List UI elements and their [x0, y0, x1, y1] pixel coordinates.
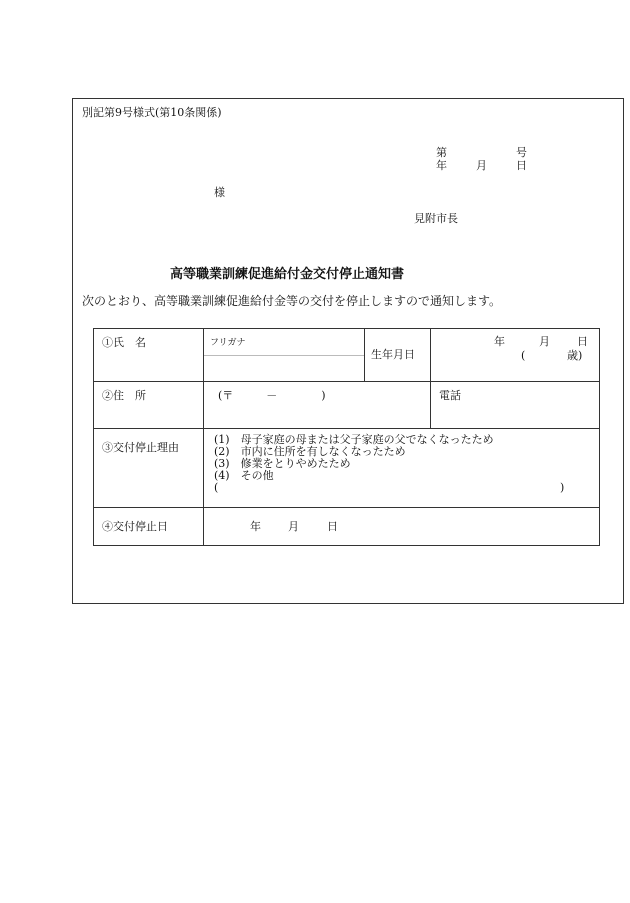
stop-year: 年 [250, 520, 261, 533]
name-row [94, 329, 600, 382]
age-close: 歳) [567, 349, 583, 362]
stop-date-field [204, 508, 600, 546]
intro-sentence: 次のとおり、高等職業訓練促進給付金等の交付を停止しますので通知します。 [82, 294, 502, 308]
form-reference: 別記第9号様式(第10条関係) [82, 106, 222, 119]
stop-date-label: ④交付停止日 [94, 508, 204, 546]
name-label: ①氏 名 [94, 329, 204, 382]
issue-year: 年 [436, 159, 447, 172]
recipient-honorific: 様 [214, 186, 225, 199]
name-field [204, 329, 365, 382]
notice-form-frame [72, 98, 624, 604]
address-label: ②住 所 [94, 382, 204, 429]
stop-month: 月 [288, 520, 299, 533]
notice-table [93, 328, 600, 546]
document-title: 高等職業訓練促進給付金交付停止通知書 [170, 267, 405, 282]
birth-year: 年 [494, 335, 505, 348]
reason-row [94, 429, 600, 508]
birthdate-label: 生年月日 [365, 329, 431, 382]
document-number-suffix: 号 [516, 146, 527, 159]
reason-label: ③交付停止理由 [94, 429, 204, 508]
age-open: ( [521, 349, 526, 362]
birth-day: 日 [577, 335, 588, 348]
birth-month: 月 [539, 335, 550, 348]
postal-code: (〒 － ) [204, 382, 431, 429]
other-reason-line [214, 482, 599, 494]
reason-list [204, 429, 600, 508]
reason-item: (1) 母子家庭の母または父子家庭の父でなくなったため [214, 433, 494, 446]
reason-item: (2) 市内に住所を有しなくなったため [214, 445, 406, 458]
stop-date-row [94, 508, 600, 546]
birthdate-field [431, 329, 600, 382]
furigana-divider [204, 355, 364, 356]
reason-item: (4) その他 [214, 469, 274, 482]
document-number-prefix: 第 [436, 146, 447, 159]
issue-day: 日 [516, 159, 527, 172]
phone-label: 電話 [431, 382, 600, 429]
other-close: ) [560, 481, 565, 494]
issue-month: 月 [476, 159, 487, 172]
reason-item: (3) 修業をとりやめたため [214, 457, 351, 470]
other-open: ( [214, 481, 219, 494]
issuer-name: 見附市長 [414, 212, 458, 225]
address-row [94, 382, 600, 429]
stop-day: 日 [327, 520, 338, 533]
furigana-label: フリガナ [210, 338, 246, 348]
